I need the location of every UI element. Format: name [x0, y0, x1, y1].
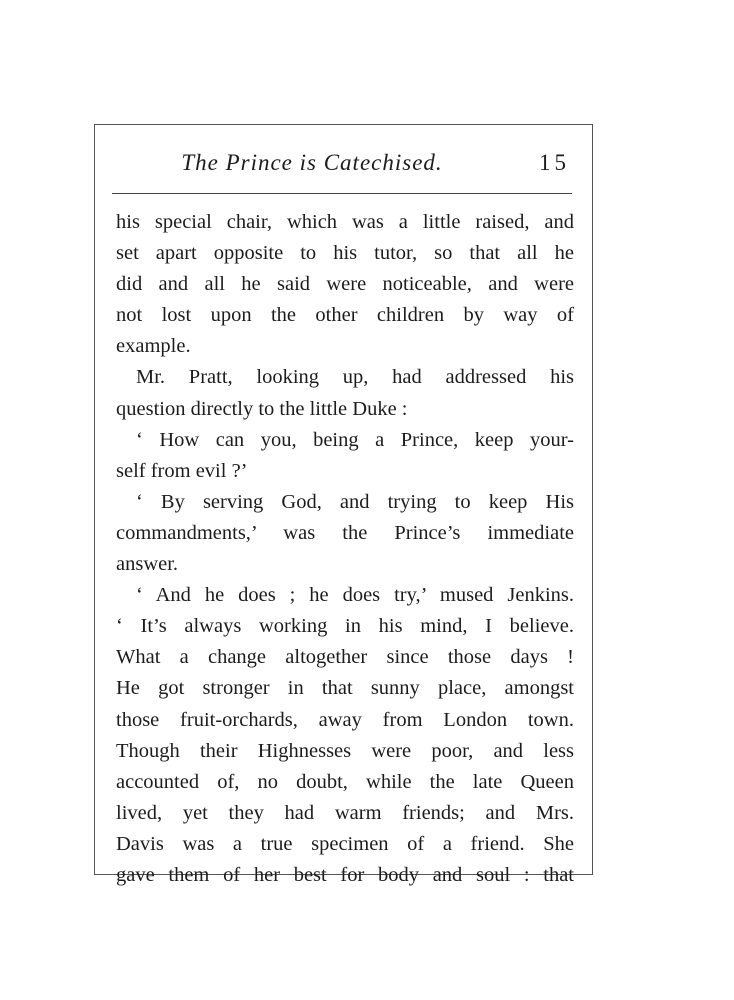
text-line: not lost upon the other children by way of [116, 304, 574, 327]
text-line: gave them of her best for body and soul : that [116, 863, 574, 886]
text-line: self from evil ?’ [116, 459, 248, 482]
text-line: lived, yet they had warm friends; and Mrs. [116, 801, 574, 824]
text-line: accounted of, no doubt, while the late Queen [116, 770, 574, 793]
text-line: answer. [116, 553, 179, 576]
text-line: ‘ By serving God, and trying to keep His [136, 490, 574, 513]
text-line: ‘ And he does ; he does try,’ mused Jenkins. [136, 584, 574, 607]
header-rule [112, 193, 572, 194]
text-line: commandments,’ was the Prince’s immediate [116, 521, 574, 544]
body-text [116, 207, 574, 891]
text-line: question directly to the little Duke : [116, 397, 408, 420]
text-line: set apart opposite to his tutor, so that all he [116, 242, 574, 265]
text-line: example. [116, 335, 191, 358]
text-line: ‘ How can you, being a Prince, keep your- [136, 428, 574, 451]
text-line: his special chair, which was a little raised, and [116, 211, 574, 233]
text-line: ‘ It’s always working in his mind, I believe. [116, 615, 574, 638]
text-line: He got stronger in that sunny place, amongst [116, 677, 574, 700]
text-line: Though their Highnesses were poor, and less [116, 739, 574, 762]
text-line: Mr. Pratt, looking up, had addressed his [136, 366, 574, 389]
text-line: What a change altogether since those days ! [116, 646, 574, 669]
text-line: those fruit-orchards, away from London town. [116, 708, 574, 731]
page-number: 15 [539, 150, 570, 175]
text-line: Davis was a true specimen of a friend. She [116, 832, 574, 855]
text-line: did and all he said were noticeable, and were [116, 273, 574, 296]
page-header [112, 150, 572, 182]
running-title: The Prince is Catechised. [181, 150, 443, 175]
